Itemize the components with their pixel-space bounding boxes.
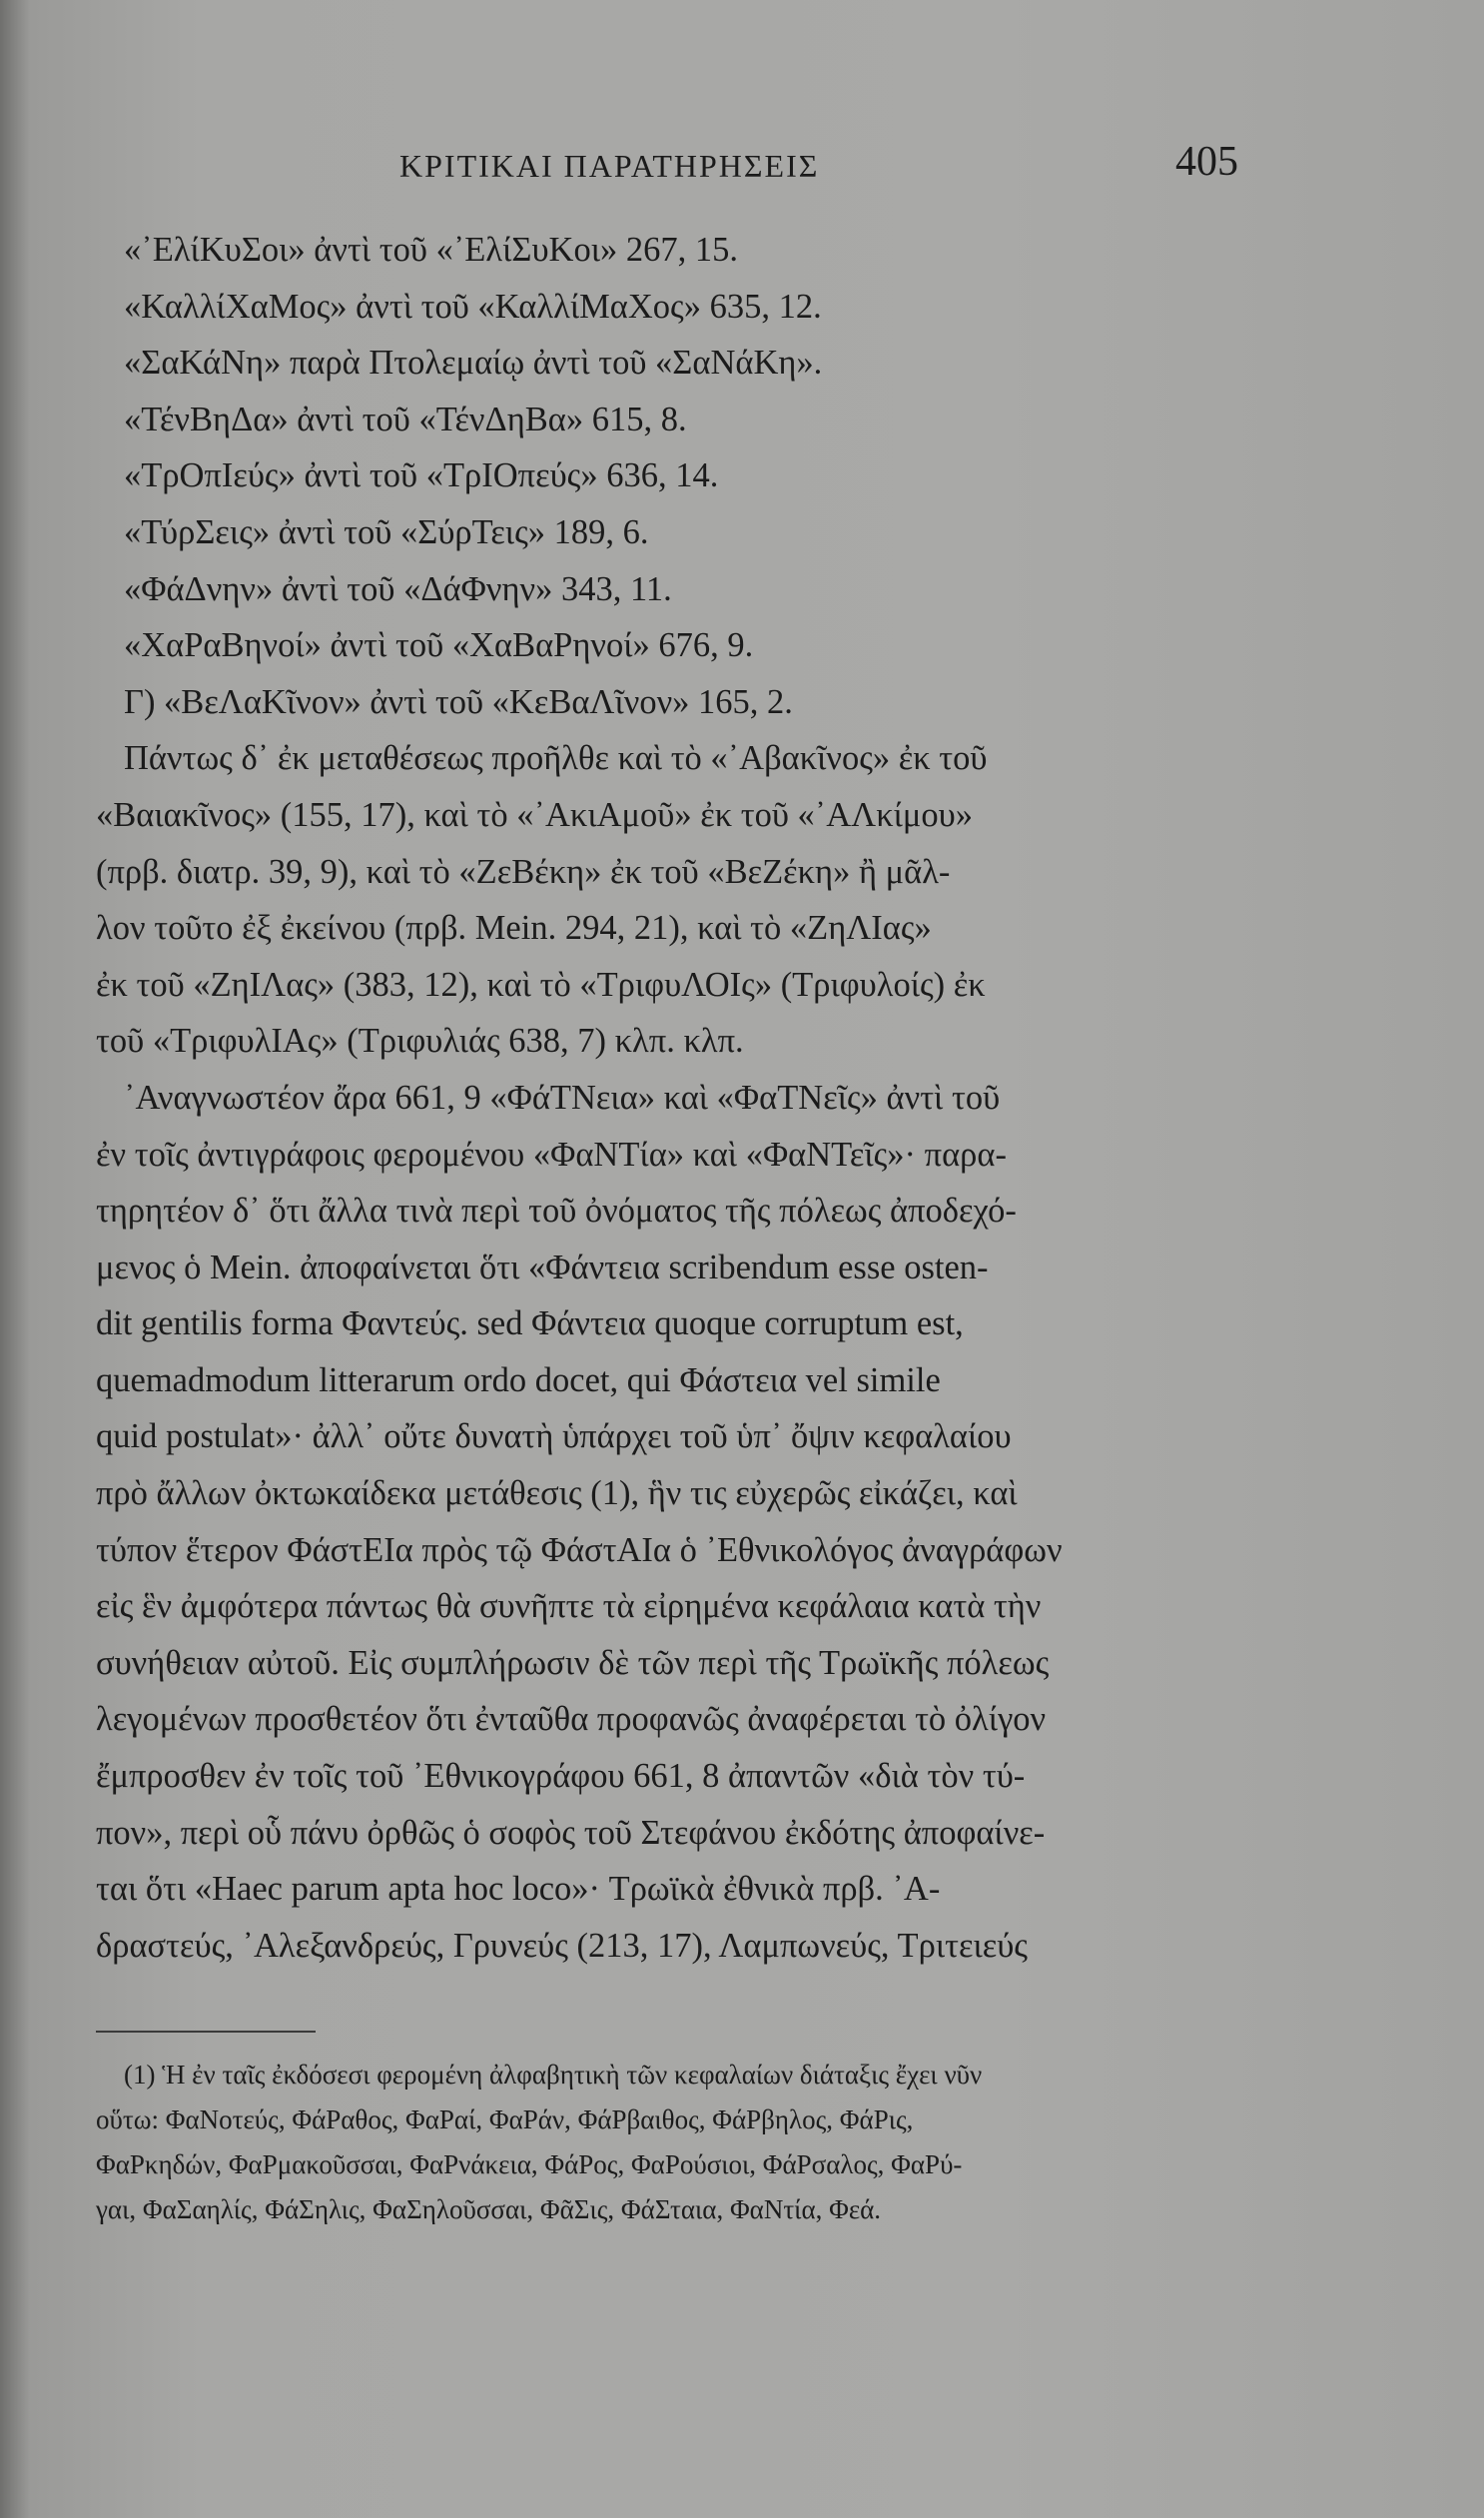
running-head: ΚΡΙΤΙΚΑΙ ΠΑΡΑΤΗΡΗΣΕΙΣ xyxy=(399,148,820,184)
text-line: «Βαιακῖνος» (155, 17), καὶ τὸ «᾿ΑκιΑμοῦ» ἐκ τοῦ «᾿ΑΛκίμου» xyxy=(96,795,973,834)
footnote-line: γαι, ΦαΣαηλίς, ΦάΣηλις, ΦαΣηλοῦσσαι, ΦᾶΣις, ΦάΣταια, ΦαΝτία, Φεά. xyxy=(96,2194,882,2224)
text-line: συνήθειαν αὐτοῦ. Εἰς συμπλήρωσιν δὲ τῶν περὶ τῆς Τρωϊκῆς πόλεως xyxy=(96,1643,1050,1682)
text-line: ᾿Αναγνωστέον ἄρα 661, 9 «ΦάΤΝεια» καὶ «ΦαΤΝεῖς» ἀντὶ τοῦ xyxy=(124,1078,1001,1117)
text-line: λεγομένων προσθετέον ὅτι ἐνταῦθα προφανῶς ἀναφέρεται τὸ ὀλίγον xyxy=(96,1700,1047,1739)
text-line: quid postulat»· ἀλλ᾿ οὔτε δυνατὴ ὑπάρχει τοῦ ὑπ᾿ ὄψιν κεφαλαίου xyxy=(96,1417,1012,1456)
text-line: μενος ὁ Mein. ἀποφαίνεται ὅτι «Φάντεια scribendum esse osten- xyxy=(96,1248,989,1286)
text-line: «᾿ΕλίΚυΣοι» ἀντὶ τοῦ «᾿ΕλίΣυΚοι» 267, 15. xyxy=(124,231,739,269)
page-header xyxy=(360,139,1238,198)
text-line: τηρητέον δ᾿ ὅτι ἄλλα τινὰ περὶ τοῦ ὀνόματος τῆς πόλεως ἀποδεχό- xyxy=(96,1192,1017,1231)
text-line: «ΤρΟπΙεύς» ἀντὶ τοῦ «ΤρΙΟπεύς» 636, 14. xyxy=(124,456,719,495)
text-line: Γ) «ΒεΛαΚῖνον» ἀντὶ τοῦ «ΚεΒαΛῖνον» 165, 2. xyxy=(124,682,793,721)
text-line: τύπον ἕτερον ΦάστΕΙα πρὸς τῷ ΦάστΑΙα ὁ ᾿Εθνικολόγος ἀναγράφων xyxy=(96,1530,1063,1569)
text-line: πρὸ ἄλλων ὀκτωκαίδεκα μετάθεσις (1), ἣν τις εὐχερῶς εἰκάζει, καὶ xyxy=(96,1474,1018,1513)
text-line: εἰς ἓν ἀμφότερα πάντως θὰ συνῆπτε τὰ εἰρημένα κεφάλαια κατὰ τὴν xyxy=(96,1587,1042,1626)
footnote-line: ΦαΡκηδών, ΦαΡμακοῦσσαι, ΦαΡνάκεια, ΦάΡος, ΦαΡούσιοι, ΦάΡσαλος, ΦαΡύ- xyxy=(96,2149,963,2179)
text-line: «ΤένΒηΔα» ἀντὶ τοῦ «ΤένΔηΒα» 615, 8. xyxy=(124,400,687,438)
text-line: Πάντως δ᾿ ἐκ μεταθέσεως προῆλθε καὶ τὸ «᾿Αβακῖνος» ἐκ τοῦ xyxy=(124,739,988,778)
text-line: «ΣαΚάΝη» παρὰ Πτολεμαίῳ ἀντὶ τοῦ «ΣαΝάΚη». xyxy=(124,344,823,383)
text-line: (πρβ. διατρ. 39, 9), καὶ τὸ «ΖεΒέκη» ἐκ τοῦ «ΒεΖέκη» ἢ μᾶλ- xyxy=(96,852,951,891)
text-line: τοῦ «ΤριφυλΙΑς» (Τριφυλιάς 638, 7) κλπ. κλπ. xyxy=(96,1022,744,1061)
footnote-line: (1) Ἡ ἐν ταῖς ἐκδόσεσι φερομένη ἀλφαβητικὴ τῶν κεφαλαίων διάταξις ἔχει νῦν xyxy=(124,2060,983,2090)
body-text xyxy=(96,222,1234,1974)
footnote-rule xyxy=(96,2031,316,2033)
page-number: 405 xyxy=(1175,139,1238,185)
text-line: λον τοῦτο ἐξ ἐκείνου (πρβ. Mein. 294, 21), καὶ τὸ «ΖηΛΙας» xyxy=(96,909,932,948)
text-line: «ΦάΔνην» ἀντὶ τοῦ «ΔάΦνην» 343, 11. xyxy=(124,569,672,608)
text-line: «ΤύρΣεις» ἀντὶ τοῦ «ΣύρΤεις» 189, 6. xyxy=(124,512,649,551)
text-line: quemadmodum litterarum ordo docet, qui Φάστεια vel simile xyxy=(96,1360,941,1399)
text-line: «ΚαλλίΧαΜος» ἀντὶ τοῦ «ΚαλλίΜαΧος» 635, 12. xyxy=(124,287,822,326)
text-line: ται ὅτι «Haec parum apta hoc loco»· Τρωϊκὰ ἐθνικὰ πρβ. ᾿Α- xyxy=(96,1870,941,1909)
footnote xyxy=(96,2053,1244,2232)
text-line: δραστεύς, ᾿Αλεξανδρεύς, Γρυνεύς (213, 17), Λαμπωνεύς, Τριτειεύς xyxy=(96,1926,1028,1965)
text-line: «ΧαΡαΒηνοί» ἀντὶ τοῦ «ΧαΒαΡηνοί» 676, 9. xyxy=(124,626,754,665)
text-line: ἐκ τοῦ «ΖηΙΛας» (383, 12), καὶ τὸ «ΤριφυΛΟΙς» (Τριφυλοίς) ἐκ xyxy=(96,965,986,1004)
footnote-line: οὕτω: ΦαΝοτεύς, ΦάΡαθος, ΦαΡαί, ΦαΡάν, ΦάΡβαιθος, ΦάΡβηλος, ΦάΡις, xyxy=(96,2104,914,2134)
text-line: dit gentilis forma Φαντεύς. sed Φάντεια quoque corruptum est, xyxy=(96,1304,964,1343)
text-line: πον», περὶ οὗ πάνυ ὀρθῶς ὁ σοφὸς τοῦ Στεφάνου ἐκδότης ἀποφαίνε- xyxy=(96,1813,1046,1852)
text-line: ἔμπροσθεν ἐν τοῖς τοῦ ᾿Εθνικογράφου 661, 8 ἀπαντῶν «διὰ τὸν τύ- xyxy=(96,1757,1026,1796)
text-line: ἐν τοῖς ἀντιγράφοις φερομένου «ΦαΝΤία» καὶ «ΦαΝΤεῖς»· παρα- xyxy=(96,1135,1007,1174)
